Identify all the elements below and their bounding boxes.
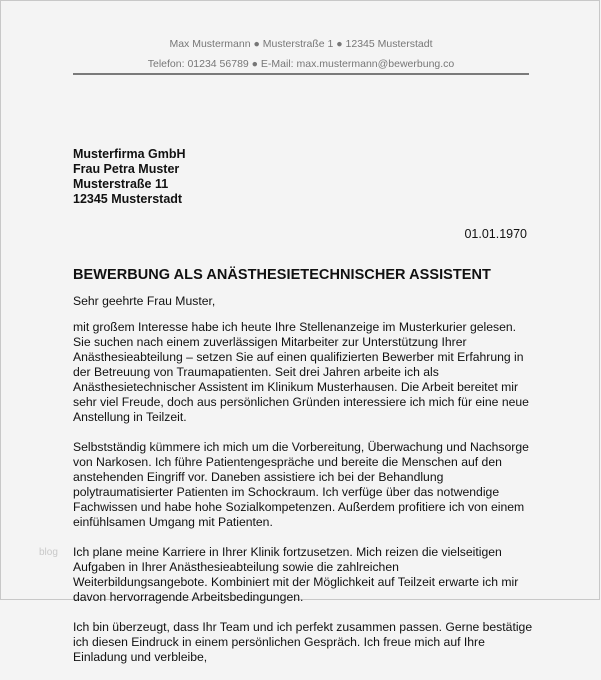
paragraph-closing: Ich bin überzeugt, dass Ihr Team und ich perfekt zusammen passen. Gerne bestätige ich diesen Eindruck in einem persönlichen Gespräch. Ich freue mich auf Ihre Einladung und verbleibe, [73,620,533,664]
sender-header [1,34,601,74]
paragraph-intro: mit großem Interesse habe ich heute Ihre Stellenanzeige im Musterkurier gelesen. Sie suchen nach einem zuverlässigen Mitarbeiter zur Unterstützung Ihrer Anästhesieabteilung – setzen Sie auf einen qualifizierten Bewerber mit Erfahrung in der Betreuung von Traumapatienten. Seit drei Jahren arbeite ich als Anästhesietechnischer Assistent im Klinikum Musterhausen. Die Arbeit bereitet mir sehr viel Freude, doch aus persönlichen Gründen interessiere ich mich für eine neue Anstellung in Teilzeit. [73,320,529,424]
recipient-company: Musterfirma GmbH [73,147,186,161]
sender-address: Max Mustermann ● Musterstraße 1 ● 12345 Musterstadt [169,38,433,50]
letter-body [73,294,533,680]
sender-contact: Telefon: 01234 56789 ● E-Mail: max.mustermann@bewerbung.co [147,58,455,70]
recipient-name: Frau Petra Muster [73,162,180,176]
letter-date: 01.01.1970 [464,227,527,241]
recipient-street: Musterstraße 11 [73,177,169,191]
watermark-text: blog [39,547,58,558]
letter-subject: BEWERBUNG ALS ANÄSTHESIETECHNISCHER ASSISTENT [73,267,491,283]
salutation: Sehr geehrte Frau Muster, [73,294,216,308]
paragraph-experience: Selbstständig kümmere ich mich um die Vorbereitung, Überwachung und Nachsorge von Narkosen. Ich führe Patientengespräche und bereite die Menschen auf den anstehenden Eingriff vor. Daneben assistiere ich bei der Behandlung polytraumatisierter Patienten im Schockraum. Ich verfüge über das notwendige Fachwissen und habe hohe Sozialkompetenzen. Außerdem profitiere ich von einem einfühlsamen Umgang mit Patienten. [73,440,529,529]
recipient-address [73,147,186,207]
header-divider [73,73,529,75]
paragraph-motivation: Ich plane meine Karriere in Ihrer Klinik fortzusetzen. Mich reizen die vielseitigen Aufgaben in Ihrer Anästhesieabteilung sowie die zahlreichen Weiterbildungsangebote. Kombiniert mit der Möglichkeit auf Teilzeit erwarte ich mir davon hervorragende Arbeitsbedingungen. [73,545,519,604]
recipient-city: 12345 Musterstadt [73,192,183,206]
